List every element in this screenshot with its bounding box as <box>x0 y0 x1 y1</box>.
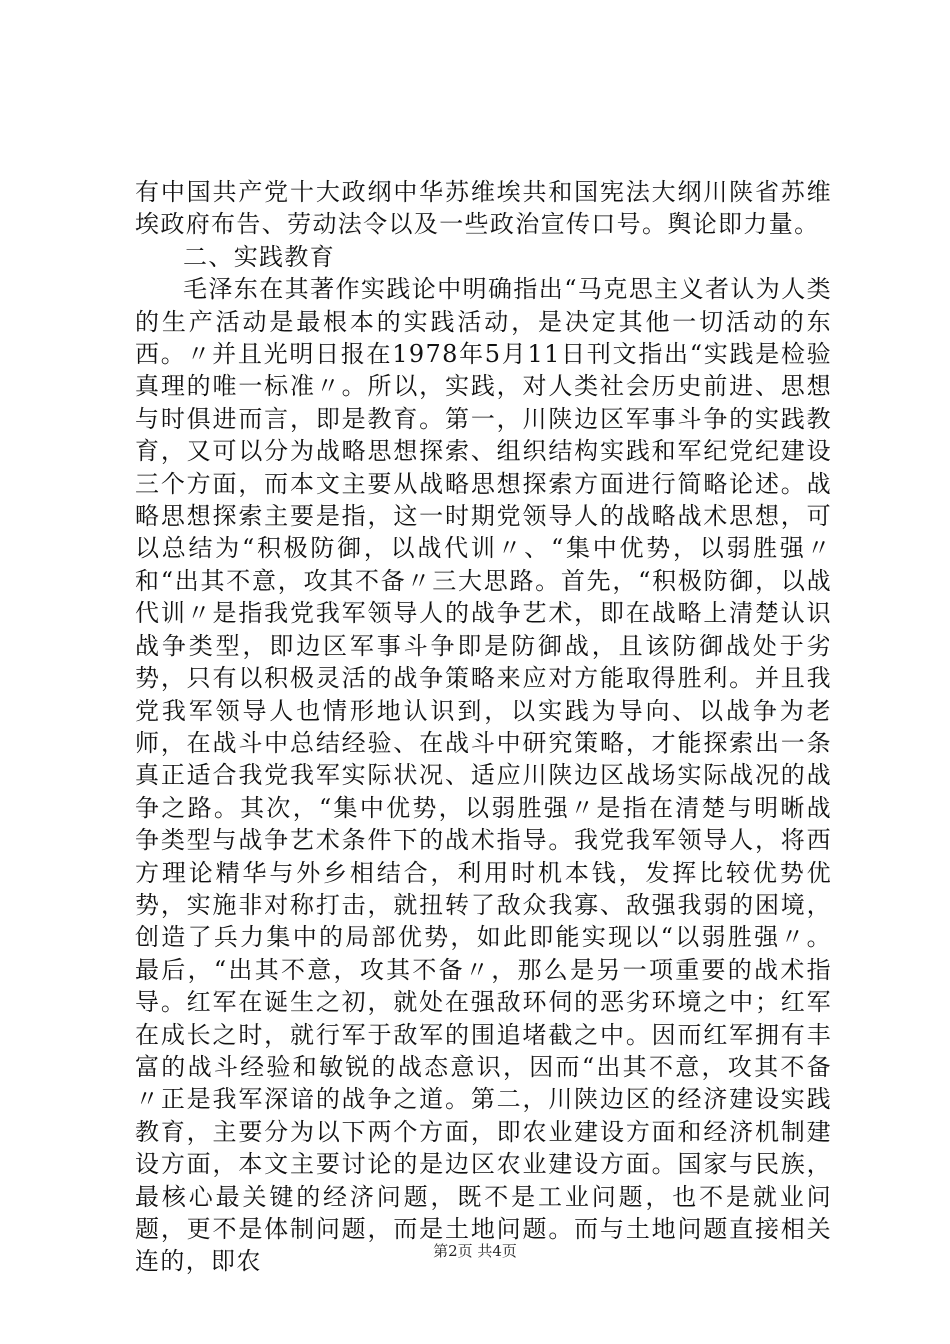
paragraph-practice-education: 毛泽东在其著作实践论中明确指出“马克思主义者认为人类的生产活动是最根本的实践活动，是决定其他一切活动的东西。〃并且光明日报在1978年5月11日刊文指出“实践是检验真理的唯一标准〃。所以，实践，对人类社会历史前进、思想与时俱进而言，即是教育。第一，川陕边区军事斗争的实践教育，又可以分为战略思想探索、组织结构实践和军纪党纪建设三个方面，而本文主要从战略思想探索方面进行简略论述。战略思想探索主要是指，这一时期党领导人的战略战术思想，可以总结为“积极防御，以战代训〃、“集中优势，以弱胜强〃和“出其不意，攻其不备〃三大思路。首先，“积极防御，以战代训〃是指我党我军领导人的战争艺术，即在战略上清楚认识战争类型，即边区军事斗争即是防御战，且该防御战处于劣势，只有以积极灵活的战争策略来应对方能取得胜利。并且我党我军领导人也情形地认识到，以实践为导向、以战争为老师，在战斗中总结经验、在战斗中研究策略，才能探索出一条真正适合我党我军实际状况、适应川陕边区战场实际战况的战争之路。其次，“集中优势，以弱胜强〃是指在清楚与明晰战争类型与战争艺术条件下的战术指导。我党我军领导人，将西方理论精华与外乡相结合，利用时机本钱，发挥比较优势优势，实施非对称打击，就扭转了敌众我寡、敌强我弱的困境，创造了兵力集中的局部优势，如此即能实现以“以弱胜强〃。最后，“出其不意，攻其不备〃，那么是另一项重要的战术指导。红军在诞生之初，就处在强敌环伺的恶劣环境之中；红军在成长之时，就行军于敌军的围追堵截之中。因而红军拥有丰富的战斗经验和敏锐的战态意识，因而“出其不意，攻其不备〃正是我军深谙的战争之道。第二，川陕边区的经济建设实践教育，主要分为以下两个方面，即农业建设方面和经济机制建设方面，本文主要讨论的是边区农业建设方面。国家与民族，最核心最关键的经济问题，既不是工业问题，也不是就业问题，更不是体制问题，而是土地问题。而与土地问题直接相关连的，即农 <box>135 275 832 1276</box>
page-number-footer: 第2页 共4页 <box>433 1242 517 1260</box>
document-body <box>135 176 832 1278</box>
section-heading: 二、实践教育 <box>183 242 336 271</box>
paragraph-continuation: 有中国共产党十大政纲中华苏维埃共和国宪法大纲川陕省苏维埃政府布告、劳动法令以及一些政治宣传口号。舆论即力量。 <box>135 178 832 239</box>
